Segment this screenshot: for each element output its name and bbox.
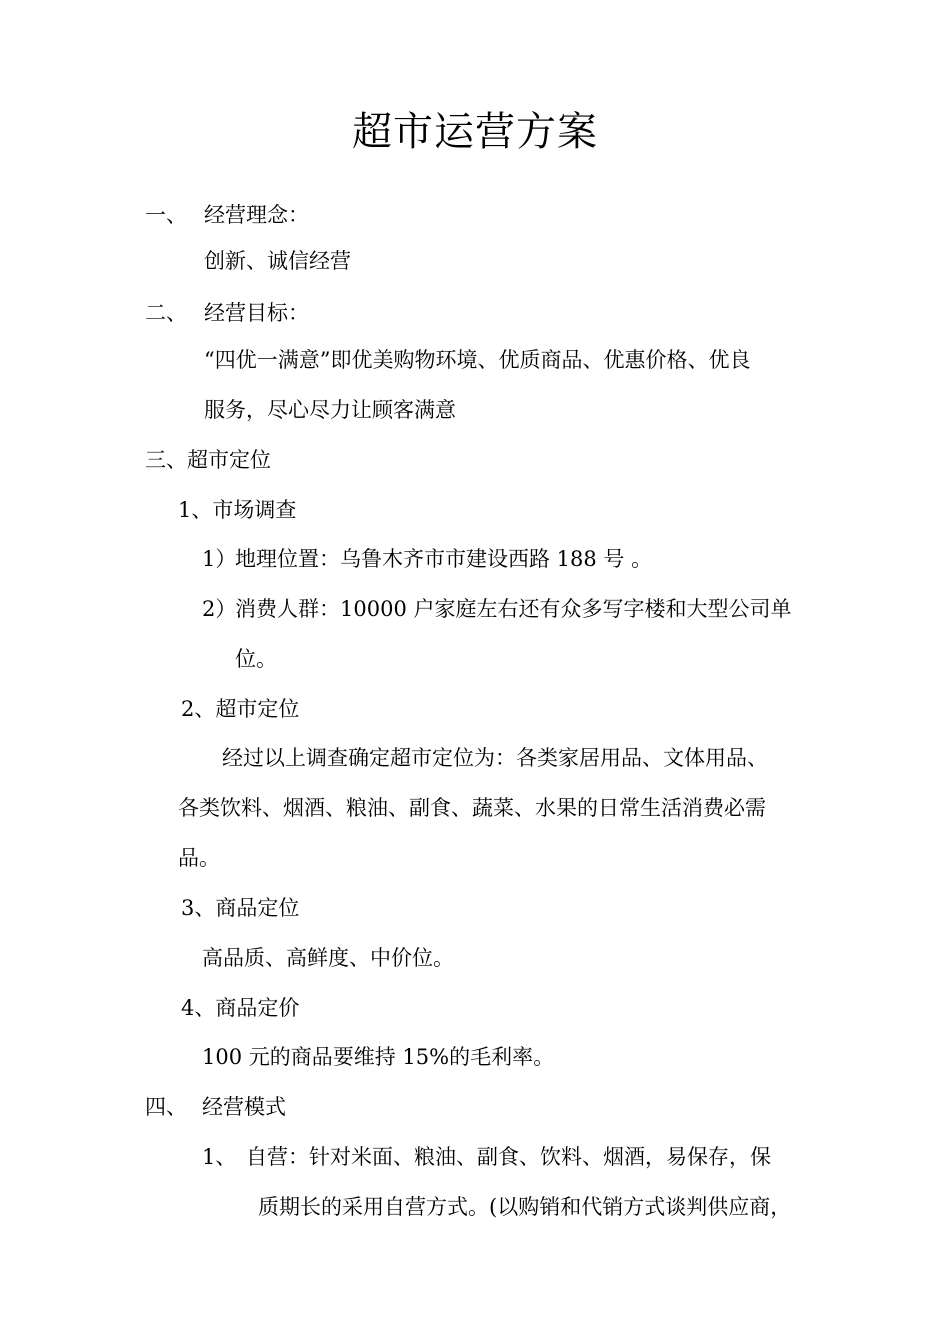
section-3-sub-2-body-line-2: 各类饮料、烟酒、粮油、副食、蔬菜、水果的日常生活消费必需 [178,796,766,820]
section-4-marker: 四、 [145,1095,187,1119]
section-3-sub-1-item-2-text-line-2: 位。 [235,647,277,671]
section-4-item-1-marker: 1、 [202,1145,237,1169]
section-1-heading: 经营理念： [204,203,309,227]
section-3-sub-2-body-line-1: 经过以上调查确定超市定位为：各类家居用品、文体用品、 [222,746,768,770]
section-4-item-1-text-line-2: 质期长的采用自营方式。(以购销和代销方式谈判供应商， [258,1195,792,1219]
section-3-sub-4-heading: 4、商品定价 [181,996,300,1020]
section-3-sub-2-heading: 2、超市定位 [181,697,300,721]
section-3-sub-1-item-1-text: 地理位置：乌鲁木齐市市建设西路 188 号 。 [235,547,653,571]
section-2-marker: 二、 [145,301,187,325]
section-2-body-line-1: “四优一满意”即优美购物环境、优质商品、优惠价格、优良 [204,348,751,372]
section-4-heading: 经营模式 [202,1095,286,1119]
section-3-sub-3-body: 高品质、高鲜度、中价位。 [202,946,454,970]
section-2-heading: 经营目标： [204,301,309,325]
section-3-heading: 三、超市定位 [145,448,271,472]
section-3-sub-1-item-2-text-line-1: 消费人群：10000 户家庭左右还有众多写字楼和大型公司单 [235,597,792,621]
section-3-sub-2-body-line-3: 品。 [178,846,220,870]
section-3-sub-3-heading: 3、商品定位 [181,896,300,920]
section-3-sub-1-heading: 1、市场调查 [178,498,297,522]
section-1-marker: 一、 [145,203,187,227]
section-3-sub-1-item-1-marker: 1） [202,547,237,571]
section-2-body-line-2: 服务，尽心尽力让顾客满意 [204,398,456,422]
section-4-item-1-text-line-1: 自营：针对米面、粮油、副食、饮料、烟酒，易保存，保 [246,1145,771,1169]
section-1-body: 创新、诚信经营 [204,249,351,273]
document-title: 超市运营方案 [352,109,598,155]
section-3-sub-4-body: 100 元的商品要维持 15%的毛利率。 [202,1045,555,1069]
section-3-sub-1-item-2-marker: 2） [202,597,237,621]
